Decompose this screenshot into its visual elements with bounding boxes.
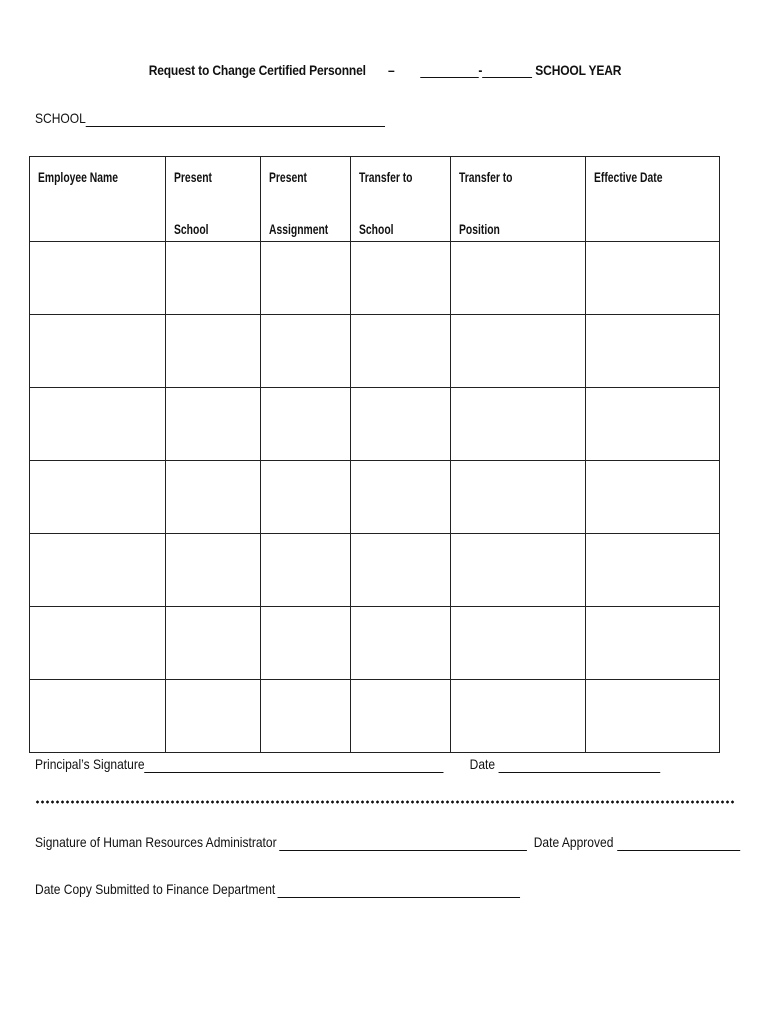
table-cell[interactable] xyxy=(261,534,351,607)
date-approved-field[interactable] xyxy=(617,835,740,851)
school-field[interactable] xyxy=(86,111,385,127)
table-cell[interactable] xyxy=(351,242,451,315)
school-line xyxy=(35,110,385,127)
table-row xyxy=(30,315,720,388)
table-cell[interactable] xyxy=(586,461,720,534)
table-cell[interactable] xyxy=(166,534,261,607)
table-row xyxy=(30,534,720,607)
table-cell[interactable] xyxy=(261,242,351,315)
dotted-separator xyxy=(35,800,735,804)
principal-date-label: Date xyxy=(469,756,496,772)
form-title xyxy=(54,62,716,78)
table-cell[interactable] xyxy=(451,315,586,388)
table-cell[interactable] xyxy=(586,315,720,388)
title-dash: – xyxy=(387,62,395,78)
school-label: SCHOOL xyxy=(35,110,86,126)
table-cell[interactable] xyxy=(451,534,586,607)
table-cell[interactable] xyxy=(351,607,451,680)
table-cell[interactable] xyxy=(451,607,586,680)
table-cell[interactable] xyxy=(261,315,351,388)
table-cell[interactable] xyxy=(351,534,451,607)
finance-label: Date Copy Submitted to Finance Department xyxy=(35,881,276,897)
table-cell[interactable] xyxy=(351,461,451,534)
year-start-field[interactable] xyxy=(420,63,478,78)
title-suffix: SCHOOL YEAR xyxy=(535,62,622,78)
personnel-table xyxy=(29,156,720,753)
table-cell[interactable] xyxy=(166,315,261,388)
table-row xyxy=(30,461,720,534)
table-cell[interactable] xyxy=(166,607,261,680)
table-cell[interactable] xyxy=(30,680,166,753)
header-present-assignment: Present Assignment xyxy=(261,157,351,242)
hr-signature-row xyxy=(35,834,740,851)
table-cell[interactable] xyxy=(30,607,166,680)
table-cell[interactable] xyxy=(166,680,261,753)
header-effective-date: Effective Date xyxy=(586,157,720,242)
title-text: Request to Change Certified Personnel xyxy=(148,62,366,78)
table-cell[interactable] xyxy=(30,242,166,315)
table-cell[interactable] xyxy=(261,388,351,461)
table-cell[interactable] xyxy=(351,680,451,753)
table-cell[interactable] xyxy=(586,242,720,315)
year-end-field[interactable] xyxy=(482,63,532,78)
principal-date-field[interactable] xyxy=(498,757,660,773)
hr-signature-label: Signature of Human Resources Administrator xyxy=(35,834,277,850)
hr-signature-field[interactable] xyxy=(279,835,527,851)
table-cell[interactable] xyxy=(261,680,351,753)
table-cell[interactable] xyxy=(351,388,451,461)
table-cell[interactable] xyxy=(586,680,720,753)
principal-signature-row xyxy=(35,756,660,773)
table-row xyxy=(30,388,720,461)
table-row xyxy=(30,242,720,315)
table-cell[interactable] xyxy=(166,388,261,461)
table-cell[interactable] xyxy=(586,388,720,461)
table-cell[interactable] xyxy=(166,461,261,534)
header-transfer-position: Transfer to Position xyxy=(451,157,586,242)
table-body xyxy=(30,242,720,753)
title-sep: - xyxy=(478,62,483,78)
table-row xyxy=(30,680,720,753)
date-approved-label: Date Approved xyxy=(533,834,614,850)
header-present-school: Present School xyxy=(166,157,261,242)
table-cell[interactable] xyxy=(451,461,586,534)
table-cell[interactable] xyxy=(451,388,586,461)
table-cell[interactable] xyxy=(351,315,451,388)
table-cell[interactable] xyxy=(30,461,166,534)
principal-signature-label: Principal’s Signature xyxy=(35,756,145,772)
table-cell[interactable] xyxy=(261,607,351,680)
table-row xyxy=(30,607,720,680)
header-employee-name: Employee Name xyxy=(30,157,166,242)
table-cell[interactable] xyxy=(30,315,166,388)
table-cell[interactable] xyxy=(261,461,351,534)
table-cell[interactable] xyxy=(586,534,720,607)
table-cell[interactable] xyxy=(30,534,166,607)
table-header-row xyxy=(30,157,720,242)
finance-date-field[interactable] xyxy=(278,882,521,898)
principal-signature-field[interactable] xyxy=(145,757,444,773)
table-cell[interactable] xyxy=(451,242,586,315)
table-cell[interactable] xyxy=(166,242,261,315)
table-cell[interactable] xyxy=(586,607,720,680)
table-cell[interactable] xyxy=(451,680,586,753)
table-cell[interactable] xyxy=(30,388,166,461)
header-transfer-school: Transfer to School xyxy=(351,157,451,242)
finance-row xyxy=(35,881,520,898)
